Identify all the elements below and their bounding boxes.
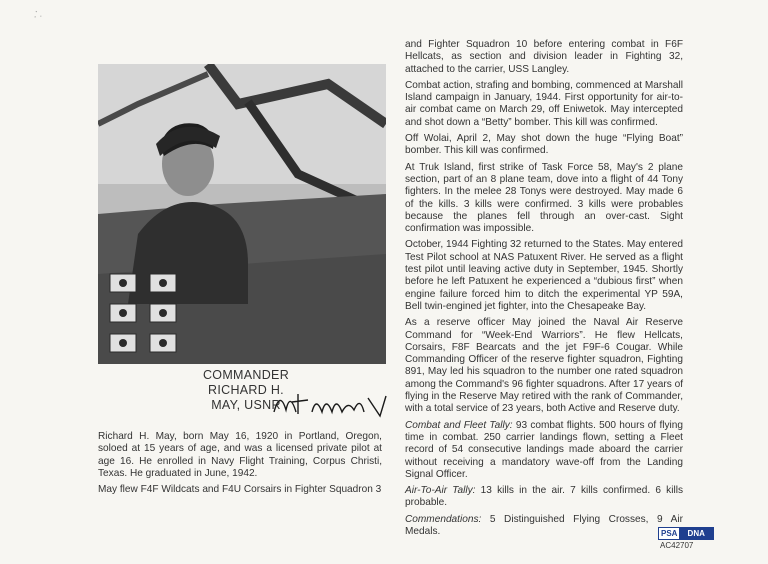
signature (268, 382, 388, 426)
tally-paragraph (405, 420, 683, 481)
cockpit-illustration (98, 64, 386, 364)
bio-paragraph: October, 1944 Fighting 32 returned to the States. May entered Test Pilot school at NAS Patuxent River. He served as a flight test pilot until leaving active duty in September, 1945. Shortly before he left Patuxent he experienced a “dubious first” when engine failure forced him to ditch the experimental YP 59A, Bell twin-engined jet fighter, into the Chesapeake Bay. (405, 239, 683, 312)
tally-text: 5 Distinguished Flying Crosses, 9 Air Medals. (405, 513, 683, 537)
corner-mark: ⁚ · (33, 9, 44, 21)
bio-paragraph: At Truk Island, first strike of Task Force 58, May's 2 plane section, part of an 8 plane team, dove into a flight of 44 Tony fighters. In the melee 28 Tonys were destroyed. May made 6 of the kills. 3 kills were confirmed. 3 kills were probables because the planes fell through an over-cast. Sight confirmation was impossible. (405, 161, 683, 235)
tally-lead: Air-To-Air Tally: (405, 485, 476, 497)
authentication-logo (658, 527, 714, 540)
caption-line-1: COMMANDER RICHARD H. (202, 368, 290, 397)
authentication-code: AC42707 (660, 541, 694, 550)
left-column (98, 431, 382, 500)
right-column (405, 39, 683, 542)
tally-lead: Combat and Fleet Tally: (405, 419, 513, 431)
bio-paragraph: Richard H. May, born May 16, 1920 in Portland, Oregon, soloed at 15 years of age, and was a licensed private pilot at age 16. He enrolled in Navy Flight Training, Corpus Christi, Texas. He graduated in June, 1942. (98, 431, 382, 479)
caption-line-2: MAY, USNR (211, 398, 281, 412)
tally-paragraph (405, 485, 683, 510)
auth-logo-right: DNA (679, 528, 713, 539)
pilot-photo (98, 64, 386, 364)
bio-paragraph: and Fighter Squadron 10 before entering combat in F6F Hellcats, as section and division leader in Fighting 32, attached to the carrier, USS Langley. (405, 39, 683, 75)
bio-paragraph: May flew F4F Wildcats and F4U Corsairs in Fighter Squadron 3 (98, 484, 382, 496)
bio-paragraph: As a reserve officer May joined the Naval Air Reserve Command for “Week-End Warriors”. He flew Hellcats, Corsairs, F8F Bearcats and the jet F9F-6 Cougar. While Commanding Officer of the reserve fighter squadron, Fighting 891, May led his squadron to the number one rated squadron among the Command's 96 fighter squadrons. After 17 years of flying in the Reserve May retired with the rank of Commander, with a total service of 23 years, both Active and Reserve duty. (405, 317, 683, 415)
tally-paragraph (405, 514, 683, 539)
bio-paragraph: Combat action, strafing and bombing, commenced at Marshall Island campaign in January, 1944. First opportunity for air-to-air combat came on March 29, off Eniwetok. May intercepted and shot down a “Betty” bomber. This kill was confirmed. (405, 79, 683, 128)
tally-text: 13 kills in the air. 7 kills confirmed. 6 kills probable. (405, 485, 683, 509)
tally-text: 93 combat flights. 500 hours of flying time in combat. 250 carrier landings flown, setting a Fleet record of 54 consecutive landings made aboard the carrier without receiving a mandatory wave-off from the Landing Signal Officer. (405, 419, 684, 480)
auth-logo-left: PSA (661, 529, 678, 538)
tally-lead: Commendations: (405, 513, 482, 525)
bio-paragraph: Off Wolai, April 2, May shot down the huge “Flying Boat” bomber. This kill was confirmed. (405, 133, 683, 157)
